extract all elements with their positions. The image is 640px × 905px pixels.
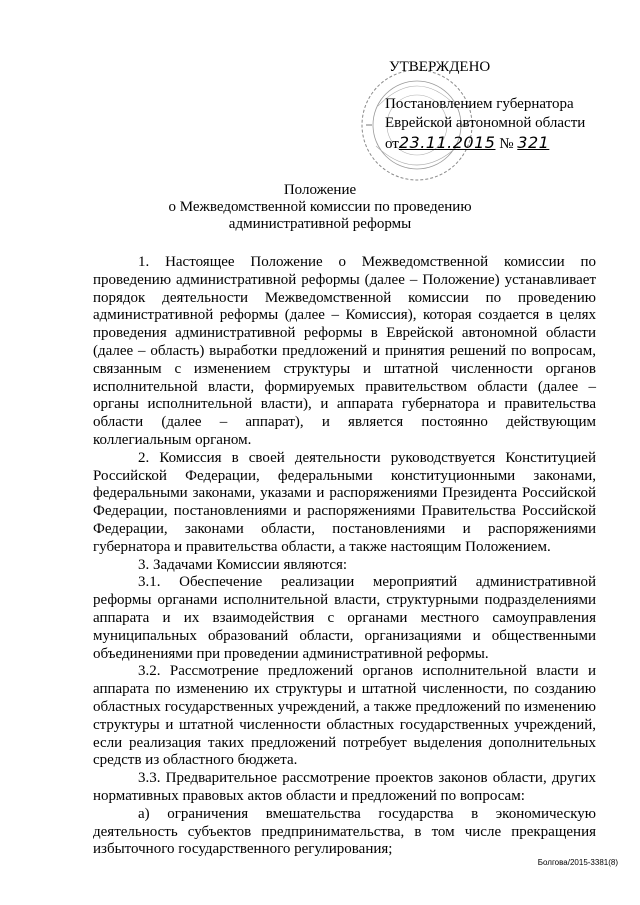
document-body — [93, 254, 596, 859]
handwritten-number: 321 — [517, 133, 550, 152]
paragraph-3-2: 3.2. Рассмотрение предложений органов исполнительной власти и аппарата по изменению их структуры и штатной численности, по созданию областных государственных учреждений, а также предложений по изменению структуры и штатной численности областных государственных учреждений, если реализация таких предложений потребует выделения дополнительных средств из областного бюджета. — [93, 663, 596, 769]
approval-date-line — [385, 133, 625, 154]
document-footer-code: Болгова/2015-3381(8) — [537, 858, 618, 867]
title-line-3: административной реформы — [228, 216, 412, 232]
title-line-1: Положение — [283, 182, 357, 198]
paragraph-3-3: 3.3. Предварительное рассмотрение проектов законов области, других нормативных правовых актов области и предложений по вопросам: — [93, 770, 596, 804]
paragraph-2: 2. Комиссия в своей деятельности руководствуется Конституцией Российской Федерации, федеральными конституционными законами, федеральными законами, указами и распоряжениями Президента Российской Федерации, постановлениями и распоряжениями Правительства Российской Федерации, законами области, постановлениями и распоряжениями губернатора и правительства области, а также настоящим Положением. — [93, 449, 596, 555]
approval-line-2: Еврейской автономной области — [385, 115, 586, 131]
document-title — [80, 182, 560, 233]
paragraph-3: 3. Задачами Комиссии являются: — [138, 556, 348, 573]
handwritten-date: 23.11.2015 — [398, 133, 496, 152]
number-prefix: № — [499, 136, 514, 152]
paragraph-3-1: 3.1. Обеспечение реализации мероприятий административной реформы органами исполнительной власти, структурными подразделениями аппарата и их взаимодействия с органами местного самоуправления муниципальных образований области, организациями и общественными объединениями при проведении административной реформы. — [93, 574, 596, 662]
paragraph-3-3-a: а) ограничения вмешательства государства в экономическую деятельность субъектов предпринимательства, в том числе прекращения избыточного государственного регулирования; — [93, 805, 596, 858]
paragraph-1: 1. Настоящее Положение о Межведомственной комиссии по проведению административной реформы (далее – Положение) устанавливает порядок деятельности Межведомственной комиссии по проведению административной реформы (далее – Комиссия), которая создается в целях проведения административной реформы в Еврейской автономной области (далее – область) выработки предложений и принятия решений по вопросам, связанным с изменением структуры и штатной численности органов исполнительной власти, формируемых правительством области (далее – органы исполнительной власти), и аппарата губернатора и правительства области (далее – аппарат), и является постоянно действующим коллегиальным органом. — [93, 254, 596, 448]
approval-line-1: Постановлением губернатора — [385, 96, 574, 112]
approval-heading: УТВЕРЖДЕНО — [389, 59, 491, 75]
approval-block — [385, 58, 625, 154]
date-prefix: от — [385, 136, 399, 152]
title-line-2: о Межведомственной комиссии по проведению — [168, 199, 472, 215]
